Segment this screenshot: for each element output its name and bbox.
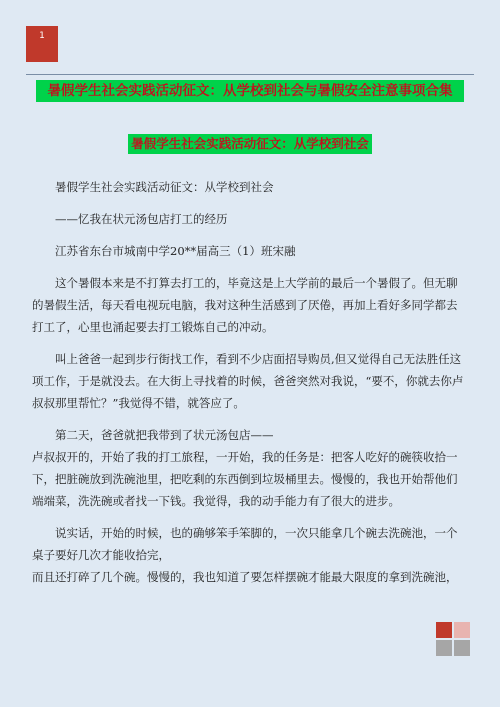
paragraph-honestly: 说实话，开始的时候，也的确够笨手笨脚的，一次只能拿几个碗去洗碗池，一个桌子要好几次才能收拾完， <box>32 526 458 562</box>
paragraph-second-day: 第二天，爸爸就把我带到了状元汤包店—— <box>55 428 274 442</box>
page-number: 1 <box>39 31 45 41</box>
header-divider <box>26 74 474 75</box>
paragraph-essay-subtitle: ——忆我在状元汤包店打工的经历 <box>55 212 228 226</box>
paragraph-author: 江苏省东台市城南中学20**届高三（1）班宋融 <box>55 244 296 258</box>
paragraph-intro: 这个暑假本来是不打算去打工的，毕竟这是上大学前的最后一个暑假了。但无聊的暑假生活，每天看电视玩电脑，我对这种生活感到了厌倦，再加上看好多同学都去打工了，心里也涌起要去打工锻炼自己的冲动。 <box>32 276 458 334</box>
paragraph-essay-title: 暑假学生社会实践活动征文：从学校到社会 <box>55 180 274 194</box>
decor-square-red <box>436 622 452 638</box>
article-body <box>32 176 468 598</box>
page-number-badge <box>26 26 58 62</box>
document-title: 暑假学生社会实践活动征文：从学校到社会与暑假安全注意事项合集 <box>36 80 464 102</box>
paragraph-job-search: 叫上爸爸一起到步行街找工作，看到不少店面招导购员,但又觉得自己无法胜任这项工作，于是就没去。在大街上寻找着的时候，爸爸突然对我说，“要不，你就去你卢叔叔那里帮忙？”我觉得不错，就答应了。 <box>32 352 464 410</box>
decor-square-gray-2 <box>454 640 470 656</box>
paragraph-broken-bowls: 而且还打碎了几个碗。慢慢的，我也知道了要怎样摆碗才能最大限度的拿到洗碗池， <box>32 570 458 584</box>
paragraph-tasks: 卢叔叔开的，开始了我的打工旅程，一开始，我的任务是：把客人吃好的碗筷收拾一下，把脏碗放到洗碗池里，把吃剩的东西倒到垃圾桶里去。慢慢的，我也开始帮他们端端菜，洗洗碗或者找一下钱。我觉得，我的动手能力有了很大的进步。 <box>32 450 458 508</box>
section-title: 暑假学生社会实践活动征文：从学校到社会 <box>128 134 372 154</box>
decor-square-pink <box>454 622 470 638</box>
decor-square-gray-1 <box>436 640 452 656</box>
